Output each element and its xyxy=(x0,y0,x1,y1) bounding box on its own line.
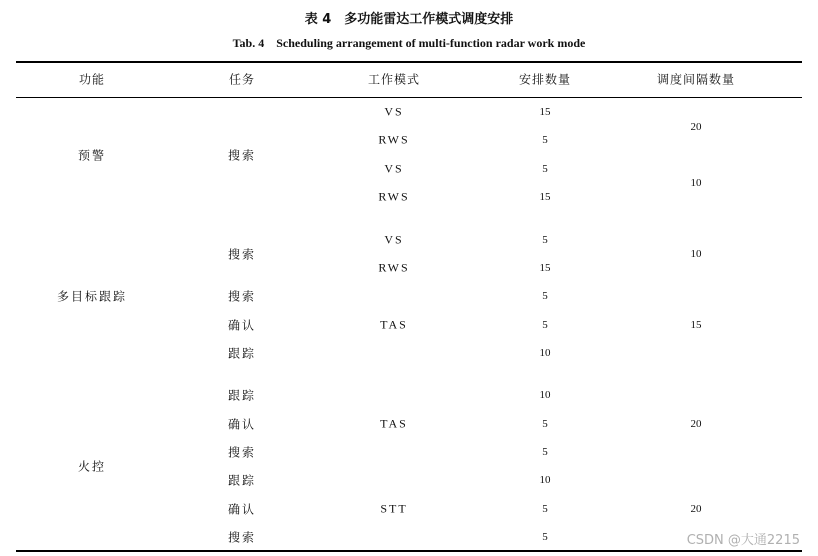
interval-cell: 15 xyxy=(690,319,702,331)
mode-cell: VS xyxy=(384,104,404,119)
top-rule xyxy=(16,61,802,63)
header-interval: 调度间隔数量 xyxy=(656,72,736,87)
bottom-rule xyxy=(16,550,802,552)
mode-cell: RWS xyxy=(378,189,410,204)
function-cell: 多目标跟踪 xyxy=(56,289,128,304)
table-title-en: Tab. 4 Scheduling arrangement of multi-function radar work mode xyxy=(232,36,586,50)
mode-cell: TAS xyxy=(380,317,408,332)
function-cell: 火控 xyxy=(77,459,107,474)
count-cell: 5 xyxy=(542,418,548,430)
task-cell: 确认 xyxy=(227,502,257,517)
header-mode: 工作模式 xyxy=(367,72,421,87)
count-cell: 5 xyxy=(542,234,548,246)
mode-cell: VS xyxy=(384,232,404,247)
task-cell: 跟踪 xyxy=(227,388,257,403)
count-cell: 15 xyxy=(539,262,551,274)
mode-cell: RWS xyxy=(378,132,410,147)
mode-cell: RWS xyxy=(378,260,410,275)
task-cell: 搜索 xyxy=(227,445,257,460)
table-title-cn: 表 4 多功能雷达工作模式调度安排 xyxy=(304,12,514,27)
count-cell: 10 xyxy=(539,347,551,359)
task-cell: 确认 xyxy=(227,417,257,432)
interval-cell: 20 xyxy=(690,418,702,430)
count-cell: 15 xyxy=(539,191,551,203)
interval-cell: 10 xyxy=(690,248,702,260)
task-cell: 搜索 xyxy=(227,247,257,262)
count-cell: 5 xyxy=(542,446,548,458)
header-rule xyxy=(16,97,802,98)
task-cell: 跟踪 xyxy=(227,346,257,361)
count-cell: 5 xyxy=(542,531,548,543)
count-cell: 5 xyxy=(542,134,548,146)
count-cell: 5 xyxy=(542,163,548,175)
mode-cell: TAS xyxy=(380,416,408,431)
task-cell: 搜索 xyxy=(227,289,257,304)
header-function: 功能 xyxy=(78,72,106,87)
count-cell: 10 xyxy=(539,474,551,486)
mode-cell: STT xyxy=(380,501,408,516)
task-cell: 确认 xyxy=(227,318,257,333)
task-cell: 跟踪 xyxy=(227,473,257,488)
header-count: 安排数量 xyxy=(518,72,572,87)
count-cell: 15 xyxy=(539,106,551,118)
task-cell: 搜索 xyxy=(227,148,257,163)
count-cell: 5 xyxy=(542,290,548,302)
interval-cell: 20 xyxy=(690,121,702,133)
mode-cell: VS xyxy=(384,161,404,176)
count-cell: 10 xyxy=(539,389,551,401)
task-cell: 搜索 xyxy=(227,530,257,545)
interval-cell: 20 xyxy=(690,503,702,515)
count-cell: 5 xyxy=(542,503,548,515)
interval-cell: 10 xyxy=(690,177,702,189)
function-cell: 预警 xyxy=(77,148,107,163)
count-cell: 5 xyxy=(542,319,548,331)
watermark-text: CSDN @大通2215 xyxy=(686,533,800,548)
header-task: 任务 xyxy=(228,72,256,87)
